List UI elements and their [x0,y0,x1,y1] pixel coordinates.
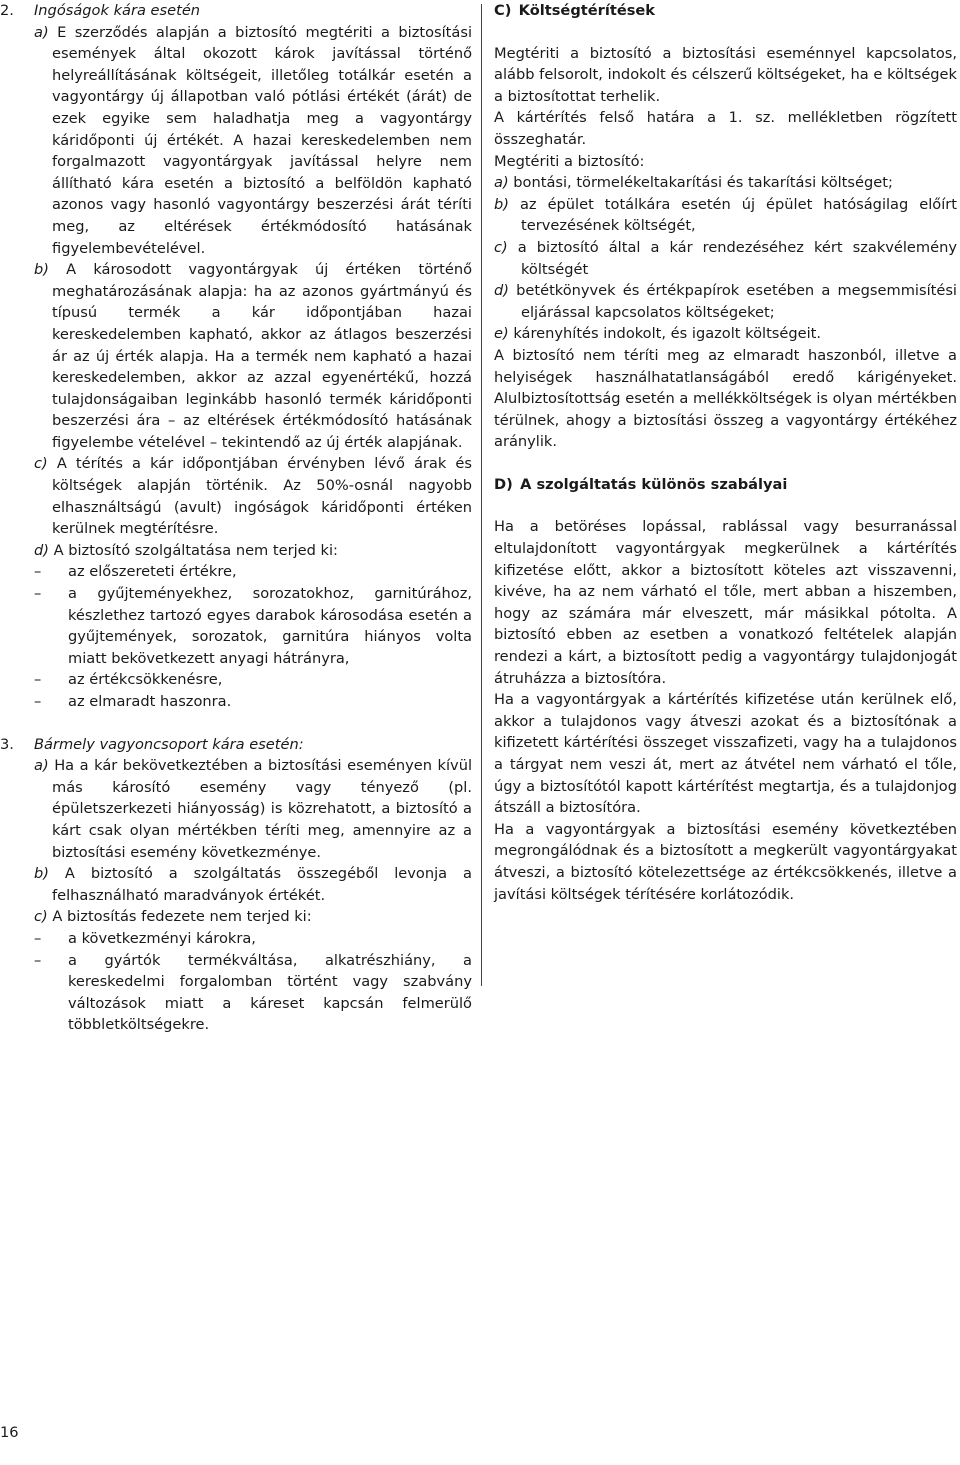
column-divider [481,4,482,986]
item-text: A térítés a kár időpontjában érvényben lévő árak és költségek alapján történik. Az 50%-osnál nagyobb elhasználtságú (avult) ingóságok káridőponti értéken kerülnek megtérítésre. [52,455,472,538]
dash-text: a gyártók termékváltása, alkatrészhiány, a kereskedelmi forgalomban történt vagy szabvány változások miatt a káreset kapcsán felmerülő többletköltségekre. [68,951,472,1034]
item-label: c) [34,908,48,926]
item-text: Ha a kár bekövetkeztében a biztosítási eseményen kívül más károsító esemény vagy tényező (pl. épületszerkezeti hiányosság) is közrehatott, a biztosító a kárt csak olyan mértékben téríti meg, amennyire az a biztosítási esemény következménye. [52,757,473,861]
section-d-heading: D) A szolgáltatás különös szabályai [494,475,788,493]
cost-item-a [494,172,957,194]
dash-item [0,928,472,950]
dash-marker: – [34,563,42,581]
item-3a [0,755,472,863]
item-3b [0,863,472,906]
item-label: a) [494,174,509,192]
section-c-heading: C) Költségtérítések [494,2,656,19]
item-label: c) [494,238,508,256]
item-label: b) [34,261,49,279]
dash-text: a gyűjteményekhez, sorozatokhoz, garnitúrához, készlethez tartozó egyes darabok károsodása esetén a gyűjtemények, sorozatok, garnitúra hiányos volta miatt bekövetkezett anyagi hátrányra, [68,585,472,667]
item-label: a) [34,757,49,775]
cost-item-e [494,323,957,345]
dash-marker: – [34,671,42,689]
dash-item [0,583,472,669]
item-3c [0,906,472,928]
dash-text: a következményi károkra, [68,929,256,947]
dash-item [0,691,472,713]
cost-item-b [494,194,957,237]
paragraph: Megtériti a biztosító: [494,152,645,170]
dash-item [0,561,472,583]
page-number: 16 [0,1424,19,1441]
item-text: kárenyhítés indokolt, és igazolt költségeit. [513,325,822,343]
item-label: d) [34,541,49,559]
item-text: az épület totálkára esetén új épület hatóságilag előírt tervezésének költségét, [519,195,957,235]
item-2b [0,259,472,453]
dash-marker: – [34,585,42,603]
dash-text: az értékcsökkenésre, [68,671,223,689]
section-title: Bármely vagyoncsoport kára esetén: [34,735,304,753]
item-text: a biztosító által a kár rendezéséhez kért szakvélemény költségét [517,238,957,278]
item-text: A biztosító a szolgáltatás összegéből levonja a felhasználható maradványok értékét. [52,865,472,904]
item-text: A károsodott vagyontárgyak új értéken történő meghatározásának alapja: ha az azonos gyártmányú és típusú termék a kár időpontjában hazai kereskedelemben kapható, akkor az átlagos beszerzési ár az új érték alapja. Ha a termék nem kapható a hazai kereskedelemben, akkor az azzal egyenértékű, hozzá tulajdonságaiban leginkább hasonló termék káridőponti beszerzési ára – az eltérések értékmódosító hatásának figyelembe vételével – tekintendő az új érték alapjának. [52,261,473,451]
item-text: A biztosítás fedezete nem terjed ki: [52,908,312,926]
item-label: a) [34,23,49,41]
left-column [0,0,472,1036]
item-text: bontási, törmelékeltakarítási és takarítási költséget; [513,174,893,192]
section-3-heading [0,734,472,756]
item-label: c) [34,455,48,473]
item-2d [0,540,472,562]
dash-text: az előszereteti értékre, [68,563,237,581]
dash-marker: – [34,929,42,947]
item-label: b) [34,865,49,883]
item-label: b) [494,195,509,213]
item-2c [0,453,472,539]
item-text: A biztosító szolgáltatása nem terjed ki: [53,541,338,559]
item-text: betétkönyvek és értékpapírok esetében a megsemmisítési eljárással kapcsolatos költségeket; [516,282,957,321]
dash-item [0,669,472,691]
dash-marker: – [34,693,42,710]
paragraph: Ha a vagyontárgyak a kártérítés kifizetése után kerülnek elő, akkor a tulajdonos vagy átveszi azokat és a biztosítónak a kifizetett kártérítési összeget visszafizeti, vagy ha a tulajdonos a tárgyat nem veszi át, mert az átvétel nem várható el tőle, úgy a biztosítótól kapott kártérítést megtartja, és a tulajdonjog átszáll a biztosítóra. [494,691,957,817]
dash-marker: – [34,951,42,969]
section-title: Ingóságok kára esetén [34,2,201,19]
cost-item-d [494,280,957,323]
paragraph: A biztosító nem téríti meg az elmaradt haszonból, illetve a helyiségek használhatatlanságából eredő kárigényeket. Alulbiztosítottság esetén a mellékköltségek is olyan mértékben térülnek, ahogy a biztosítási összeg a vagyontárgy értékéhez aránylik. [494,346,957,451]
paragraph: Ha a betöréses lopással, rablással vagy besurranással eltulajdonított vagyontárgyak megkerülnek a kártérítés kifizetése előtt, akkor a biztosított köteles azt visszavenni, kivéve, ha az nem várható el tőle, mert abban a hiszemben, hogy az számára már elveszett, már másikkal pótolta. A biztosító ebben az esetben a vonatkozó feltételek alapján rendezi a kárt, a biztosított pedig a vagyontárgy tulajdonjogát átruházza a biztosítóra. [494,518,957,687]
dash-item [0,950,472,1036]
section-2-heading [0,0,472,22]
item-text: E szerződés alapján a biztosító megtériti a biztosítási események által okozott károk javítással történő helyreállításának költségeit, illetőleg totálkár esetén a vagyontárgy új állapotban való pótlási értékét (árát) de ezek egyike sem haladhatja meg a vagyontárgy káridőponti új értékét. A hazai kereskedelemben nem forgalmazott vagyontárgyak javítással helyre nem állítható kára esetén a biztosító a belföldön kapható azonos vagy hasonló vagyontárgy beszerzési árát téríti meg, az eltérések értékmódosító hatásának figyelembevételével. [52,23,472,257]
paragraph: A kártérítés felső határa a 1. sz. mellékletben rögzített összeghatár. [494,109,957,148]
dash-text: az elmaradt haszonra. [68,693,232,710]
paragraph: Megtériti a biztosító a biztosítási eseménnyel kapcsolatos, alább felsorolt, indokolt és célszerű költségeket, ha e költségek a biztosítottat terhelik. [494,44,957,105]
section-number: 3. [0,735,14,753]
cost-item-c [494,237,957,280]
section-number: 2. [0,2,14,19]
right-column [494,0,957,905]
item-label: e) [494,325,509,343]
item-2a [0,22,472,260]
item-label: d) [494,282,509,300]
paragraph: Ha a vagyontárgyak a biztosítási esemény következtében megrongálódnak és a biztosított a megkerült vagyontárgyakat átveszi, a biztosító kötelezettsége az értékcsökkenés, illetve a javítási költségek térítésére korlátozódik. [494,820,957,903]
